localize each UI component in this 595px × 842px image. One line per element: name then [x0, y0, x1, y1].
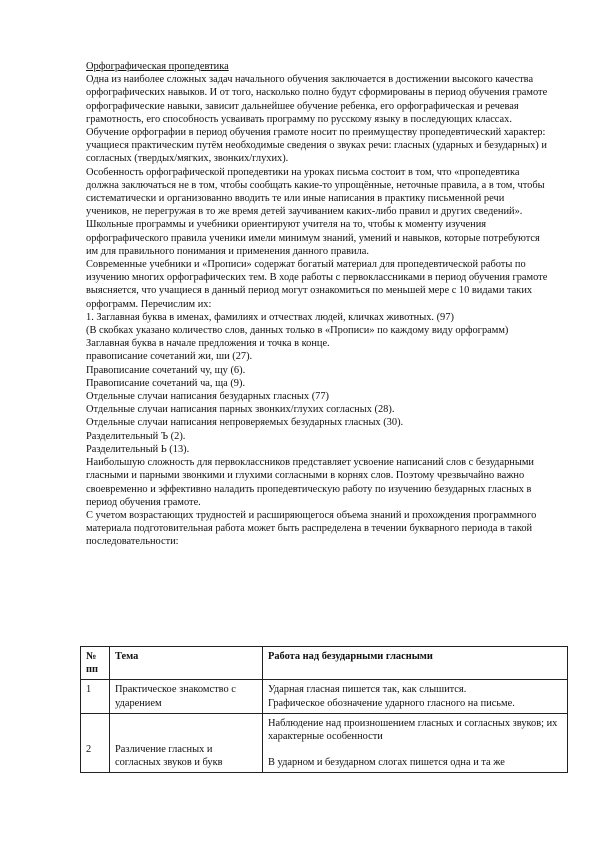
paragraph: Наибольшую сложность для первоклассников представляет усвоение написаний слов с безударными гласными и парными звонкими и глухими согласными в корнях слов. Поэтому чрезвычайно важно своевременно и эффективно наладить пропедевтическую работу по изучению безударных гласных в период обучения грамоте. [86, 457, 534, 508]
list-item: Правописание сочетаний чу, щу (6). [86, 364, 246, 376]
list-note: (В скобках указано количество слов, данных только в «Прописи» по каждому виду орфограмм) [86, 325, 509, 337]
work-line: Ударная гласная пишется так, как слышится. [268, 684, 467, 696]
list-item: Отдельные случаи написания парных звонких/глухих согласных (28). [86, 404, 395, 416]
list-item: Заглавная буква в начале предложения и точка в конце. [86, 338, 330, 350]
table-row [81, 680, 568, 713]
paragraph: С учетом возрастающих трудностей и расширяющегося объема знаний и прохождения программного материала подготовительная работа может быть распределена в течении букварного периода в такой последовательности: [86, 509, 537, 548]
list-item: 1. Заглавная буква в именах, фамилиях и отчествах людей, кличках животных. (97) [86, 311, 454, 323]
work-line: Графическое обозначение ударного гласного на письме. [268, 697, 515, 709]
row-number: 1 [81, 680, 110, 713]
row-work [263, 680, 568, 713]
table-row [81, 713, 568, 773]
row-number [81, 713, 110, 773]
spacer [268, 743, 562, 756]
row-number-value: 2 [86, 743, 92, 755]
paragraph: Особенность орфографической пропедевтики на уроках письма состоит в том, что «пропедевтика должна заключаться не в том, чтобы сообщать какие-то упрощённые, неточные правила, а в том, чтобы систематически и организованно вводить те или иные написания в практику письменной речи учеников, не перегружая в то же время детей заучиванием каких-либо правил и других сведений». [86, 166, 545, 218]
list-item: Отдельные случаи написания непроверяемых безударных гласных (30). [86, 417, 404, 429]
document-body [86, 60, 548, 549]
row-topic [110, 713, 263, 773]
list-item: правописание сочетаний жи, ши (27). [86, 351, 253, 363]
work-line: Наблюдение над произношением гласных и согласных звуков; их характерные особенности [268, 717, 558, 743]
list-item: Разделительный Ъ (2). [86, 430, 186, 442]
table-header-row [81, 647, 568, 680]
column-header-topic: Тема [110, 647, 263, 680]
row-topic-value: Различение гласных и согласных звуков и букв [115, 743, 223, 769]
list-item: Отдельные случаи написания безударных гласных (77) [86, 391, 330, 403]
study-plan-table [80, 646, 568, 773]
list-item: Разделительный Ь (13). [86, 443, 190, 455]
orthogram-list [86, 311, 548, 456]
column-header-number: № пп [81, 647, 110, 680]
row-work [263, 713, 568, 773]
paragraph: Одна из наиболее сложных задач начального обучения заключается в достижении высокого качества орфографических навыков. И от того, насколько полно будут сформированы в период обучения грамоте орфографические навыки, зависит дальнейшее обучение ребенка, его орфографическая и речевая грамотность, его способность усваивать программу по русскому языку в последующих классах. [86, 74, 548, 125]
column-header-work: Работа над безударными гласными [263, 647, 568, 680]
paragraph: Современные учебники и «Прописи» содержат богатый материал для пропедевтической работы по изучению многих орфографических тем. В ходе работы с первоклассниками в период обучения грамоте выясняется, что учащиеся в данный период могут ознакомиться по меньшей мере с 10 видами таких орфограмм. Перечислим их: [86, 259, 548, 310]
list-item: Правописание сочетаний ча, ща (9). [86, 377, 246, 389]
row-topic: Практическое знакомство с ударением [110, 680, 263, 713]
paragraph: Обучение орфографии в период обучения грамоте носит по преимуществу пропедевтический характер: учащиеся практическим путём необходимые сведения о звуках речи: гласных (ударных и безударных) и согласных (твердых/мягких, звонких/глухих). [86, 127, 547, 165]
paragraph: Школьные программы и учебники ориентируют учителя на то, чтобы к моменту изучения орфографического правила ученики имели минимум знаний, умений и навыков, которые потребуются им для правильного понимания и применения данного правила. [86, 219, 540, 257]
spacer [86, 717, 104, 743]
work-line: В ударном и безударном слогах пишется одна и та же [268, 757, 505, 769]
document-title: Орфографическая пропедевтика [86, 61, 229, 72]
spacer [115, 717, 257, 743]
